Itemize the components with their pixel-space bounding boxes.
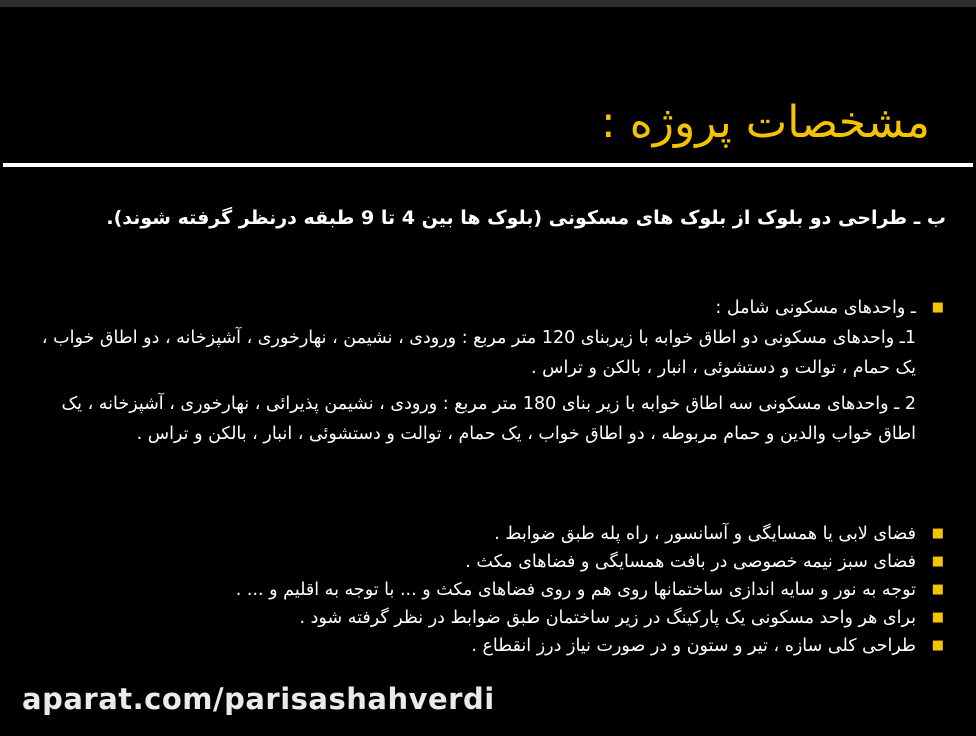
features-list [34,520,944,660]
list-item [34,520,944,548]
list-item [34,604,944,632]
slide [0,7,976,736]
list-item [34,548,944,576]
feature-text: فضای سبز نیمه خصوصی در بافت همسایگی و فضاهای مکث . [465,552,916,572]
feature-text: فضای لابی یا همسایگی و آسانسور ، راه پله طبق ضوابط . [494,524,916,544]
list-item [34,632,944,660]
project-heading: ب ـ طراحی دو بلوک از بلوک های مسکونی (بلوک ها بین 4 تا 9 طبقه درنظر گرفته شوند). [106,207,946,229]
slide-title: مشخصات پروژه : [600,97,930,148]
square-bullet-icon: ■ [931,610,944,625]
feature-text: طراحی کلی سازه ، تیر و ستون و در صورت نیاز درز انقطاع . [471,636,916,656]
residential-units-block [29,293,944,449]
feature-text: برای هر واحد مسکونی یک پارکینگ در زیر ساختمان طبق ضوابط در نظر گرفته شود . [299,608,916,628]
square-bullet-icon: ■ [931,638,944,653]
square-bullet-icon: ■ [931,526,944,541]
square-bullet-icon: ■ [931,300,944,315]
unit-type-three-bedroom: 2 ـ واحدهای مسکونی سه اطاق خوابه با زیر بنای 180 متر مربع : ورودی ، نشیمن پذیرائی ، نهارخوری ، آشپزخانه ، یک اطاق خواب والدین و حمام مربوطه ، دو اطاق خواب ، یک حمام ، توالت و دستشوئی ، انبار ، بالکن و تراس . [61,394,916,444]
list-item [34,576,944,604]
title-divider [3,163,973,167]
watermark: aparat.com/parisashahverdi [22,682,495,716]
units-intro: ـ واحدهای مسکونی شامل : [715,298,916,318]
square-bullet-icon: ■ [931,582,944,597]
feature-text: توجه به نور و سایه اندازی ساختمانها روی هم و روی فضاهای مکث و ... با توجه به اقلیم و ... . [235,580,916,600]
square-bullet-icon: ■ [931,554,944,569]
unit-type-two-bedroom: 1ـ واحدهای مسکونی دو اطاق خوابه با زیربنای 120 متر مربع : ورودی ، نشیمن ، نهارخوری ، آشپزخانه ، دو اطاق خواب ، یک حمام ، توالت و دستشوئی ، انبار ، بالکن و تراس . [41,328,916,378]
